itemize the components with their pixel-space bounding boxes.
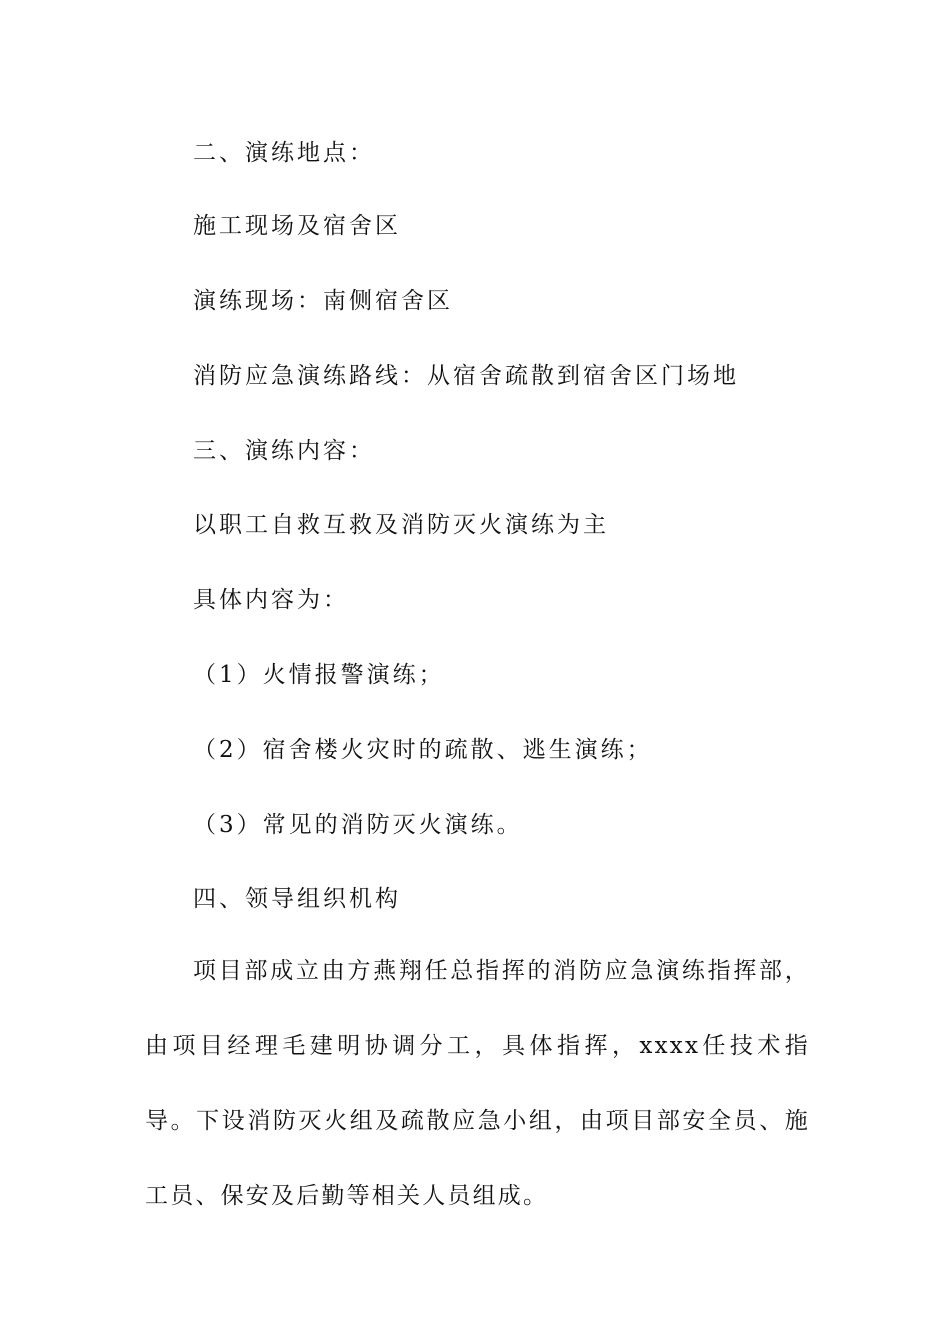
text-line-drill-route: 消防应急演练路线：从宿舍疏散到宿舍区门场地 [193,363,739,389]
list-item-3: （3）常见的消防灭火演练。 [193,812,523,838]
text-line-drill-site: 演练现场：南侧宿舍区 [193,288,453,314]
section-heading-organization: 四、领导组织机构 [193,886,401,912]
section-heading-content: 三、演练内容： [193,438,375,464]
text-line-details-intro: 具体内容为： [193,587,349,613]
list-item-1: （1）火情报警演练； [193,662,445,688]
organization-paragraph: 项目部成立由方燕翔任总指挥的消防应急演练指挥部，由项目经理毛建明协调分工，具体指挥，xxxx任技术指导。下设消防灭火组及疏散应急小组，由项目部安全员、施工员、保安及后勤等相关人员组成。 [145,958,810,1209]
text-line-location: 施工现场及宿舍区 [193,213,401,239]
section-heading-location: 二、演练地点： [193,140,375,166]
list-item-2: （2）宿舍楼火灾时的疏散、逃生演练； [193,737,653,763]
text-line-drill-focus: 以职工自救互救及消防灭火演练为主 [193,512,609,538]
